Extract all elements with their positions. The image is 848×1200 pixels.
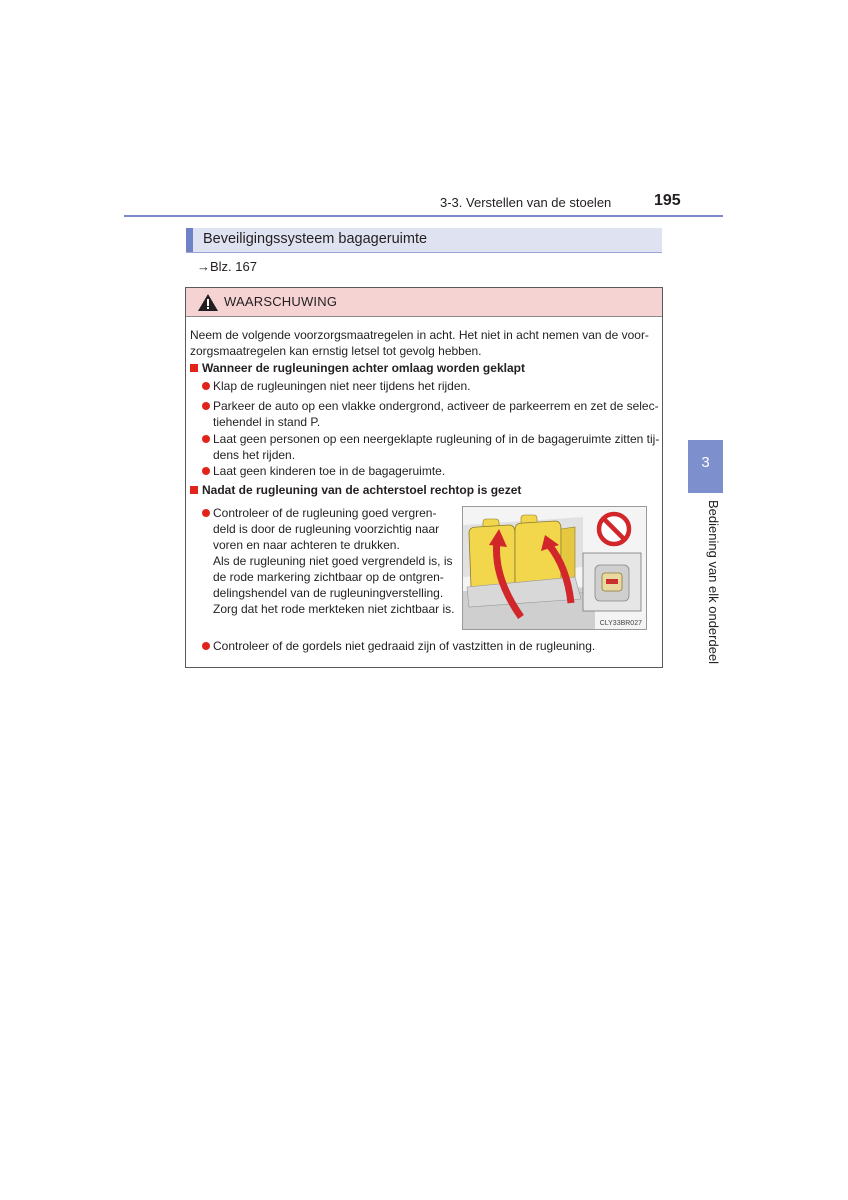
bullet-line: Als de rugleuning niet goed vergrendeld is, is [213, 554, 453, 568]
section-title: Beveiligingssysteem bagageruimte [203, 231, 428, 247]
red-square-marker [190, 364, 198, 372]
bullet-line: Klap de rugleuningen niet neer tijdens het rijden. [213, 379, 471, 393]
bullet-line: Zorg dat het rode merkteken niet zichtbaar is. [213, 602, 455, 616]
bullet-line: deld is door de rugleuning voorzichtig naar [213, 522, 440, 536]
bullet-dot [202, 435, 210, 443]
bullet-line: de rode markering zichtbaar op de ontgren- [213, 570, 444, 584]
warning-triangle-icon [198, 294, 218, 316]
subheading-text: Nadat de rugleuning van de achterstoel rechtop is gezet [202, 483, 522, 497]
bullet-line: Parkeer de auto op een vlakke ondergrond, activeer de parkeerrem en zet de selec- [213, 399, 659, 413]
bullet-text [213, 378, 471, 394]
subheading-text: Wanneer de rugleuningen achter omlaag worden geklapt [202, 361, 525, 375]
bullet-dot [202, 509, 210, 517]
bullet-text [213, 398, 659, 430]
bullet-text [213, 463, 445, 479]
bullet-line: Controleer of de rugleuning goed vergren- [213, 506, 437, 520]
header-divider [124, 215, 723, 217]
red-square-marker [190, 486, 198, 494]
seat-illustration [462, 506, 647, 630]
running-header: 3-3. Verstellen van de stoelen [440, 195, 612, 210]
bullet-line: tiehendel in stand P. [213, 415, 321, 429]
bullet-line: Laat geen personen op een neergeklapte rugleuning of in de bagageruimte zitten tij- [213, 432, 660, 446]
chapter-number: 3 [701, 454, 710, 471]
chapter-label: Bediening van elk onderdeel [706, 500, 721, 665]
prohibition-icon [599, 514, 629, 544]
bullet-line: Laat geen kinderen toe in de bagageruimte. [213, 464, 446, 478]
intro-line: Neem de volgende voorzorgsmaatregelen in acht. Het niet in acht nemen van de voor- [190, 328, 649, 342]
chapter-tab [688, 440, 723, 493]
subheading-upright [190, 482, 521, 498]
section-divider [186, 252, 662, 253]
intro-line: zorgsmaatregelen kan ernstig letsel tot gevolg hebben. [190, 344, 482, 358]
figure-code: CLY33BR027 [599, 620, 642, 627]
subheading-folded [190, 360, 525, 376]
bullet-line: voren en naar achteren te drukken. [213, 538, 400, 552]
page-number: 195 [654, 192, 681, 209]
bullet-text [213, 505, 454, 617]
warning-box [185, 287, 663, 668]
bullet-dot [202, 642, 210, 650]
rear-seat-drawing [463, 507, 646, 629]
warning-header [186, 288, 662, 317]
bullet-dot [202, 402, 210, 410]
bullet-dot [202, 382, 210, 390]
bullet-line: dens het rijden. [213, 448, 296, 462]
bullet-dot [202, 467, 210, 475]
bullet-line: delingshendel van de rugleuningverstelling. [213, 586, 444, 600]
page-reference: →Blz. 167 [197, 259, 257, 274]
warning-intro [190, 327, 654, 359]
bullet-text: Controleer of de gordels niet gedraaid zijn of vastzitten in de rugleuning. [213, 639, 596, 653]
section-title-bar [186, 228, 662, 252]
warning-title: WAARSCHUWING [224, 294, 338, 309]
bullet-text [213, 431, 659, 463]
